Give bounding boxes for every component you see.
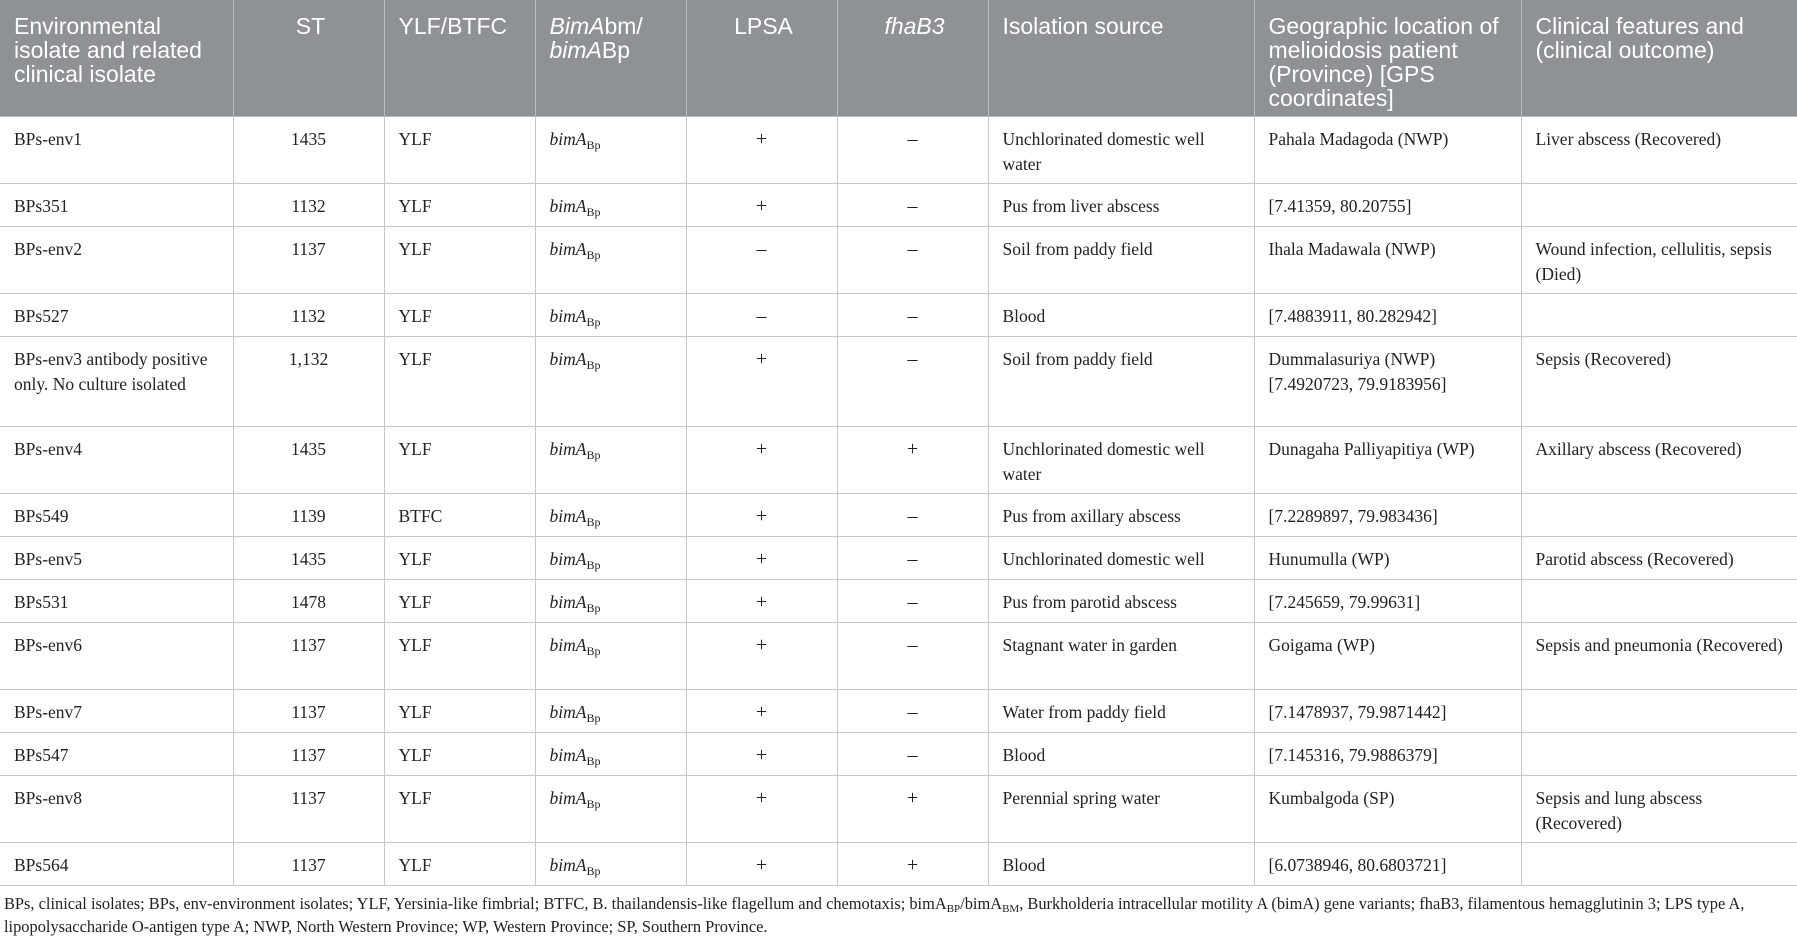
cell-isolation-source: Soil from paddy field xyxy=(988,227,1254,294)
cell-lpsa: + xyxy=(686,117,837,184)
cell-fhab3: + xyxy=(837,776,988,843)
cell-lpsa: – xyxy=(686,227,837,294)
cell-ylf-btfc: YLF xyxy=(384,776,535,843)
cell-isolate: BPs531 xyxy=(0,580,233,623)
cell-isolation-source: Blood xyxy=(988,733,1254,776)
cell-isolate: BPs-env5 xyxy=(0,537,233,580)
header-isolation-source: Isolation source xyxy=(988,0,1254,117)
cell-ylf-btfc: YLF xyxy=(384,580,535,623)
table-row xyxy=(0,690,1797,733)
cell-isolate: BPs564 xyxy=(0,843,233,886)
cell-st: 1139 xyxy=(233,494,384,537)
table-row xyxy=(0,184,1797,227)
cell-bima: bimA$_{Bp}$ xyxy=(535,294,686,337)
cell-bima: bimA$_{Bp}$ xyxy=(535,623,686,690)
table-row xyxy=(0,537,1797,580)
cell-fhab3: – xyxy=(837,227,988,294)
header-lpsa: LPSA xyxy=(686,0,837,117)
cell-clinical-features xyxy=(1521,843,1797,886)
cell-clinical-features: Sepsis and pneumonia (Recovered) xyxy=(1521,623,1797,690)
cell-geographic-location: Ihala Madawala (NWP) xyxy=(1254,227,1521,294)
header-bima: BimAbm/ bimABp xyxy=(535,0,686,117)
cell-lpsa: + xyxy=(686,733,837,776)
cell-lpsa: + xyxy=(686,427,837,494)
cell-isolate: BPs-env8 xyxy=(0,776,233,843)
header-fhab3: fhaB3 xyxy=(837,0,988,117)
cell-st: 1435 xyxy=(233,537,384,580)
cell-clinical-features xyxy=(1521,494,1797,537)
cell-lpsa: + xyxy=(686,337,837,427)
cell-geographic-location: [7.145316, 79.9886379] xyxy=(1254,733,1521,776)
cell-isolate: BPs547 xyxy=(0,733,233,776)
cell-bima: bimA$_{Bp}$ xyxy=(535,427,686,494)
cell-isolation-source: Pus from axillary abscess xyxy=(988,494,1254,537)
cell-geographic-location: [7.4883911, 80.282942] xyxy=(1254,294,1521,337)
table-row xyxy=(0,337,1797,427)
cell-lpsa: + xyxy=(686,776,837,843)
cell-fhab3: – xyxy=(837,623,988,690)
cell-clinical-features: Wound infection, cellulitis, sepsis (Died) xyxy=(1521,227,1797,294)
cell-bima: bimA$_{Bp}$ xyxy=(535,494,686,537)
cell-fhab3: – xyxy=(837,184,988,227)
cell-ylf-btfc: YLF xyxy=(384,117,535,184)
cell-fhab3: – xyxy=(837,580,988,623)
cell-st: 1435 xyxy=(233,117,384,184)
table-row xyxy=(0,494,1797,537)
cell-ylf-btfc: YLF xyxy=(384,184,535,227)
cell-lpsa: + xyxy=(686,494,837,537)
cell-st: 1137 xyxy=(233,227,384,294)
cell-fhab3: – xyxy=(837,294,988,337)
cell-bima: bimA$_{Bp}$ xyxy=(535,184,686,227)
cell-isolate: BPs-env6 xyxy=(0,623,233,690)
cell-isolate: BPs351 xyxy=(0,184,233,227)
cell-st: 1137 xyxy=(233,623,384,690)
cell-ylf-btfc: YLF xyxy=(384,623,535,690)
header-st: ST xyxy=(233,0,384,117)
cell-isolation-source: Pus from liver abscess xyxy=(988,184,1254,227)
cell-isolation-source: Blood xyxy=(988,843,1254,886)
cell-lpsa: + xyxy=(686,184,837,227)
cell-bima: bimA$_{Bp}$ xyxy=(535,537,686,580)
header-isolate: Environmental isolate and related clinical isolate xyxy=(0,0,233,117)
cell-ylf-btfc: YLF xyxy=(384,733,535,776)
cell-lpsa: + xyxy=(686,580,837,623)
cell-ylf-btfc: YLF xyxy=(384,227,535,294)
cell-isolate: BPs-env2 xyxy=(0,227,233,294)
cell-clinical-features xyxy=(1521,580,1797,623)
header-ylf-btfc: YLF/BTFC xyxy=(384,0,535,117)
cell-st: 1435 xyxy=(233,427,384,494)
cell-lpsa: + xyxy=(686,843,837,886)
cell-isolation-source: Blood xyxy=(988,294,1254,337)
cell-fhab3: – xyxy=(837,117,988,184)
cell-geographic-location: Dunagaha Palliyapitiya (WP) xyxy=(1254,427,1521,494)
table-row xyxy=(0,623,1797,690)
table-row xyxy=(0,580,1797,623)
cell-st: 1132 xyxy=(233,184,384,227)
cell-clinical-features: Axillary abscess (Recovered) xyxy=(1521,427,1797,494)
cell-bima: bimA$_{Bp}$ xyxy=(535,227,686,294)
table-row xyxy=(0,776,1797,843)
table-row xyxy=(0,227,1797,294)
cell-bima: bimA$_{Bp}$ xyxy=(535,843,686,886)
cell-fhab3: – xyxy=(837,537,988,580)
cell-fhab3: + xyxy=(837,843,988,886)
cell-fhab3: – xyxy=(837,494,988,537)
cell-geographic-location: Kumbalgoda (SP) xyxy=(1254,776,1521,843)
cell-geographic-location: [7.2289897, 79.983436] xyxy=(1254,494,1521,537)
table-row xyxy=(0,294,1797,337)
cell-geographic-location: [7.1478937, 79.9871442] xyxy=(1254,690,1521,733)
table-body xyxy=(0,117,1797,886)
cell-bima: bimA$_{Bp}$ xyxy=(535,117,686,184)
header-clinical-features: Clinical features and (clinical outcome) xyxy=(1521,0,1797,117)
cell-isolate: BPs-env7 xyxy=(0,690,233,733)
cell-ylf-btfc: YLF xyxy=(384,843,535,886)
cell-isolation-source: Unchlorinated domestic well xyxy=(988,537,1254,580)
cell-st: 1478 xyxy=(233,580,384,623)
table-row xyxy=(0,733,1797,776)
cell-st: 1,132 xyxy=(233,337,384,427)
cell-geographic-location: [6.0738946, 80.6803721] xyxy=(1254,843,1521,886)
cell-clinical-features xyxy=(1521,690,1797,733)
cell-fhab3: – xyxy=(837,337,988,427)
cell-isolation-source: Water from paddy field xyxy=(988,690,1254,733)
cell-ylf-btfc: YLF xyxy=(384,537,535,580)
cell-lpsa: + xyxy=(686,623,837,690)
cell-bima: bimA$_{Bp}$ xyxy=(535,776,686,843)
cell-isolation-source: Unchlorinated domestic well water xyxy=(988,427,1254,494)
cell-clinical-features xyxy=(1521,184,1797,227)
cell-lpsa: + xyxy=(686,537,837,580)
cell-isolation-source: Soil from paddy field xyxy=(988,337,1254,427)
cell-bima: bimA$_{Bp}$ xyxy=(535,337,686,427)
cell-geographic-location: [7.245659, 79.99631] xyxy=(1254,580,1521,623)
cell-st: 1137 xyxy=(233,776,384,843)
cell-isolation-source: Unchlorinated domestic well water xyxy=(988,117,1254,184)
cell-isolate: BPs549 xyxy=(0,494,233,537)
cell-clinical-features: Parotid abscess (Recovered) xyxy=(1521,537,1797,580)
cell-st: 1132 xyxy=(233,294,384,337)
cell-clinical-features: Sepsis (Recovered) xyxy=(1521,337,1797,427)
cell-geographic-location: Goigama (WP) xyxy=(1254,623,1521,690)
cell-ylf-btfc: YLF xyxy=(384,294,535,337)
table-row xyxy=(0,843,1797,886)
header-geographic-location: Geographic location of melioidosis patient (Province) [GPS coordinates] xyxy=(1254,0,1521,117)
cell-ylf-btfc: YLF xyxy=(384,690,535,733)
cell-fhab3: – xyxy=(837,733,988,776)
table-footnote: BPs, clinical isolates; BPs, env-environment isolates; YLF, Yersinia-like fimbrial; BTFC, B. thailandensis-like flagellum and chemotaxis; bimA$_{BP}$/bimA$_{BM}$, Burkholderia intracellular motility A (bimA) gene variants; fhaB3, filamentous hemagglutinin 3; LPS type A, lipopolysaccharide O-antigen type A; NWP, North Western Province; WP, Western Province; SP, Southern Province. xyxy=(4,894,1745,936)
cell-ylf-btfc: YLF xyxy=(384,337,535,427)
cell-geographic-location: Pahala Madagoda (NWP) xyxy=(1254,117,1521,184)
cell-geographic-location: Hunumulla (WP) xyxy=(1254,537,1521,580)
table-row xyxy=(0,427,1797,494)
cell-bima: bimA$_{Bp}$ xyxy=(535,690,686,733)
cell-isolation-source: Perennial spring water xyxy=(988,776,1254,843)
cell-lpsa: + xyxy=(686,690,837,733)
cell-clinical-features xyxy=(1521,733,1797,776)
cell-clinical-features xyxy=(1521,294,1797,337)
cell-fhab3: + xyxy=(837,427,988,494)
cell-lpsa: – xyxy=(686,294,837,337)
cell-isolation-source: Stagnant water in garden xyxy=(988,623,1254,690)
cell-clinical-features: Liver abscess (Recovered) xyxy=(1521,117,1797,184)
cell-ylf-btfc: BTFC xyxy=(384,494,535,537)
cell-isolation-source: Pus from parotid abscess xyxy=(988,580,1254,623)
cell-geographic-location: [7.41359, 80.20755] xyxy=(1254,184,1521,227)
cell-st: 1137 xyxy=(233,733,384,776)
table-row xyxy=(0,117,1797,184)
cell-clinical-features: Sepsis and lung abscess (Recovered) xyxy=(1521,776,1797,843)
cell-isolate: BPs527 xyxy=(0,294,233,337)
header-row xyxy=(0,0,1797,117)
cell-st: 1137 xyxy=(233,690,384,733)
cell-geographic-location: Dummalasuriya (NWP) [7.4920723, 79.9183956] xyxy=(1254,337,1521,427)
cell-bima: bimA$_{Bp}$ xyxy=(535,580,686,623)
cell-st: 1137 xyxy=(233,843,384,886)
cell-isolate: BPs-env4 xyxy=(0,427,233,494)
cell-fhab3: – xyxy=(837,690,988,733)
cell-isolate: BPs-env1 xyxy=(0,117,233,184)
cell-ylf-btfc: YLF xyxy=(384,427,535,494)
cell-isolate: BPs-env3 antibody positive only. No culture isolated xyxy=(0,337,233,427)
cell-bima: bimA$_{Bp}$ xyxy=(535,733,686,776)
